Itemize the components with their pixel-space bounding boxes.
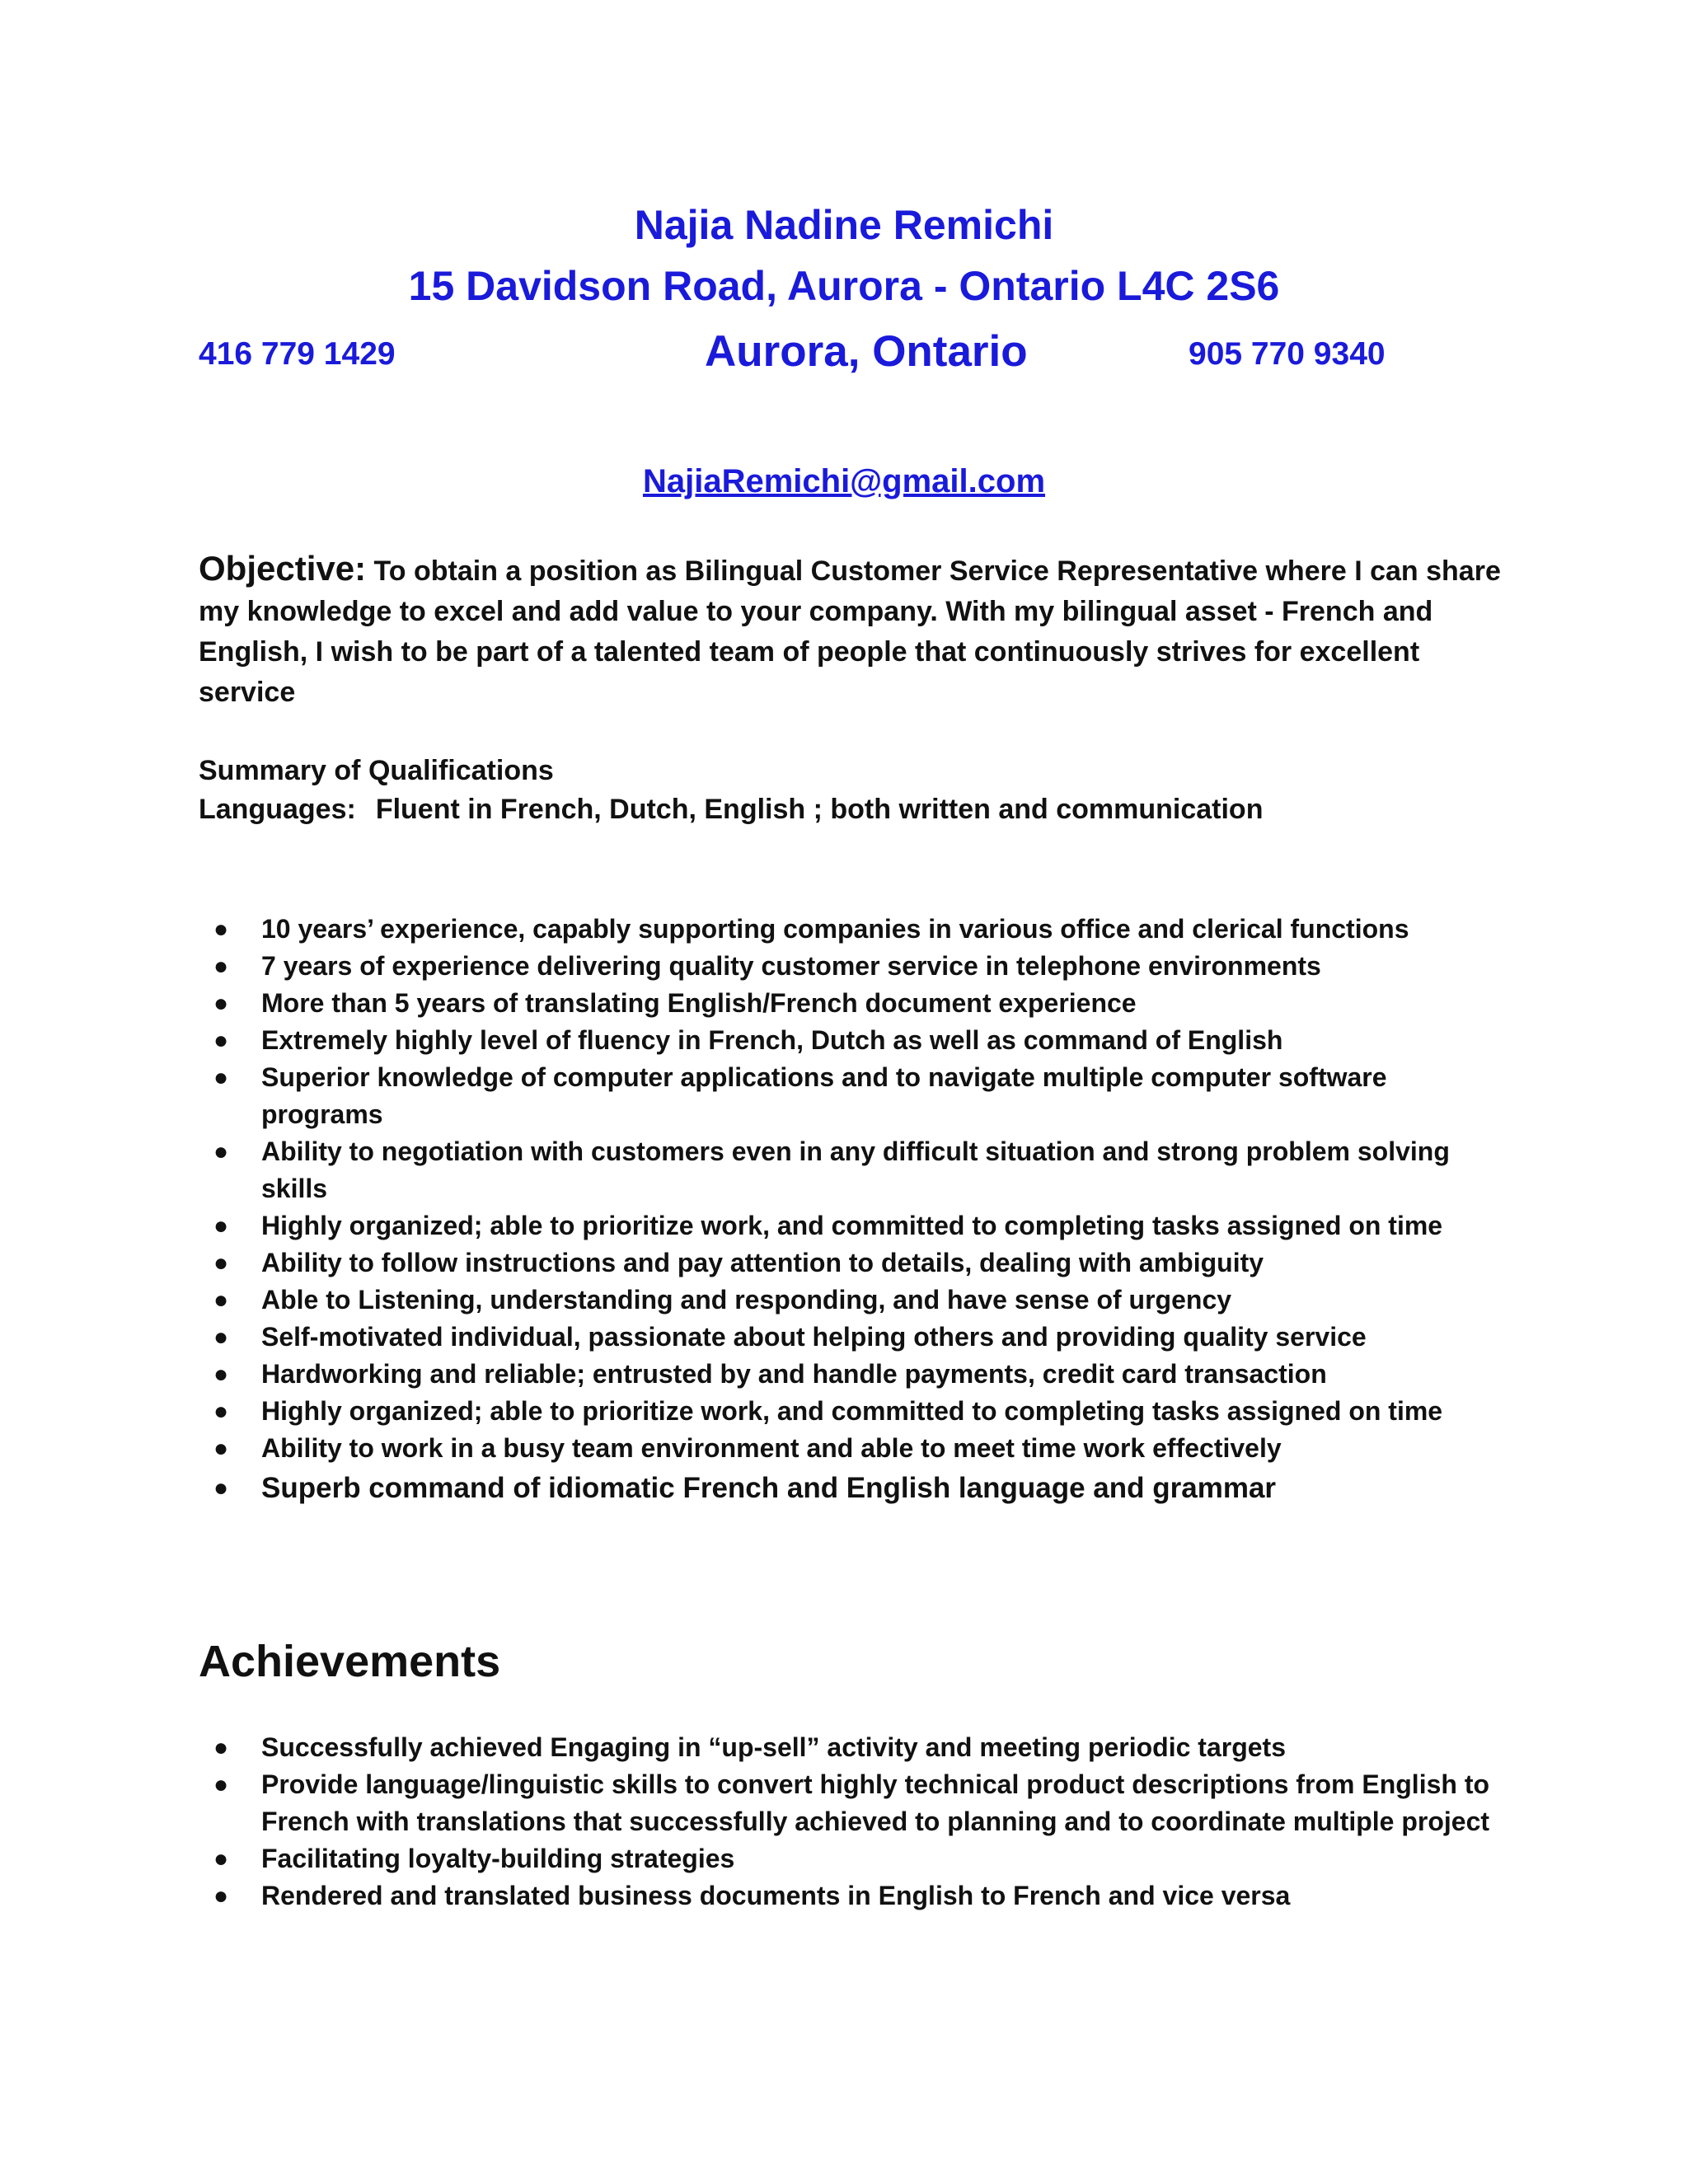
achievements-title: Achievements: [199, 1637, 501, 1686]
list-item-text: Facilitating loyalty-building strategies: [261, 1844, 735, 1873]
list-item-text: Superior knowledge of computer applications and to navigate multiple computer software programs: [261, 1062, 1387, 1129]
bullet-icon: ●: [213, 1212, 229, 1240]
bullet-icon: ●: [213, 1882, 229, 1910]
list-item: [199, 1282, 1509, 1319]
bullet-icon: ●: [213, 1361, 229, 1388]
list-item: [199, 985, 1509, 1022]
bullet-icon: ●: [213, 1771, 229, 1798]
list-item-text: Rendered and translated business documents in English to French and vice versa: [261, 1881, 1291, 1910]
email-link[interactable]: NajiaRemichi@gmail.com: [642, 463, 1046, 499]
list-item: [199, 1022, 1509, 1059]
list-item-text: 10 years’ experience, capably supporting companies in various office and clerical functions: [261, 914, 1409, 944]
bullet-icon: ●: [213, 1249, 229, 1277]
bullet-icon: ●: [213, 1845, 229, 1872]
phone-number-secondary: 905 770 9340: [1189, 336, 1386, 372]
summary-title: Summary of Qualifications: [199, 755, 554, 786]
bullet-icon: ●: [213, 953, 229, 980]
bullet-icon: ●: [213, 1138, 229, 1165]
list-item-text: Hardworking and reliable; entrusted by and handle payments, credit card transaction: [261, 1359, 1327, 1389]
achievements-list: [199, 1729, 1509, 1915]
list-item-text: Able to Listening, understanding and responding, and have sense of urgency: [261, 1285, 1232, 1315]
list-item: [199, 1430, 1509, 1467]
list-item-text: More than 5 years of translating English/French document experience: [261, 988, 1137, 1018]
list-item: [199, 948, 1509, 985]
list-item: [199, 1766, 1509, 1840]
phone-number-primary: 416 779 1429: [199, 336, 396, 372]
languages-label: Languages:: [199, 794, 356, 825]
list-item-text: 7 years of experience delivering quality customer service in telephone environments: [261, 951, 1321, 981]
list-item: [199, 1059, 1509, 1133]
bullet-icon: ●: [213, 1324, 229, 1351]
list-item-text: Highly organized; able to prioritize work, and committed to completing tasks assigned on time: [261, 1211, 1443, 1240]
list-item: [199, 1356, 1509, 1393]
candidate-address: 15 Davidson Road, Aurora - Ontario L4C 2S6: [408, 263, 1280, 309]
list-item: [199, 1393, 1509, 1430]
list-item: [199, 1729, 1509, 1766]
languages-line: [199, 794, 1263, 826]
list-item-text: Ability to work in a busy team environment and able to meet time work effectively: [261, 1433, 1282, 1463]
bullet-icon: ●: [213, 916, 229, 943]
bullet-icon: ●: [213, 1474, 229, 1502]
list-item: [199, 911, 1509, 948]
list-item-text: Highly organized; able to prioritize work, and committed to completing tasks assigned on time: [261, 1396, 1443, 1426]
list-item-text: Successfully achieved Engaging in “up-sell” activity and meeting periodic targets: [261, 1732, 1286, 1762]
list-item-text: Superb command of idiomatic French and English language and grammar: [261, 1472, 1277, 1504]
list-item: [199, 1244, 1509, 1282]
bullet-icon: ●: [213, 1286, 229, 1314]
objective-section: [199, 548, 1501, 713]
list-item: [199, 1207, 1509, 1244]
bullet-icon: ●: [213, 1064, 229, 1091]
qualifications-list: [199, 911, 1509, 1510]
bullet-icon: ●: [213, 1398, 229, 1425]
list-item-text: Ability to follow instructions and pay attention to details, dealing with ambiguity: [261, 1248, 1264, 1277]
bullet-icon: ●: [213, 1027, 229, 1054]
bullet-icon: ●: [213, 1435, 229, 1462]
list-item-text: Provide language/linguistic skills to convert highly technical product descriptions from English to French with translations that successfully achieved to planning and to coordinate multiple project: [261, 1769, 1490, 1836]
list-item-text: Self-motivated individual, passionate about helping others and providing quality service: [261, 1322, 1367, 1352]
list-item-text: Extremely highly level of fluency in French, Dutch as well as command of English: [261, 1025, 1283, 1055]
list-item: [199, 1319, 1509, 1356]
languages-value: Fluent in French, Dutch, English ; both written and communication: [375, 794, 1264, 825]
objective-text: To obtain a position as Bilingual Customer Service Representative where I can share my knowledge to excel and add value to your company. With my bilingual asset - French and English, I wish to be part of a talented team of people that continuously strives for excellent service: [199, 555, 1501, 708]
bullet-icon: ●: [213, 990, 229, 1017]
list-item-text: Ability to negotiation with customers even in any difficult situation and strong problem solving skills: [261, 1137, 1450, 1203]
candidate-name: Najia Nadine Remichi: [634, 202, 1054, 248]
list-item: [199, 1840, 1509, 1877]
candidate-city: Aurora, Ontario: [705, 327, 1028, 376]
list-item: [199, 1877, 1509, 1915]
bullet-icon: ●: [213, 1734, 229, 1761]
list-item: [199, 1467, 1509, 1510]
objective-label: Objective:: [199, 549, 367, 588]
list-item: [199, 1133, 1509, 1207]
